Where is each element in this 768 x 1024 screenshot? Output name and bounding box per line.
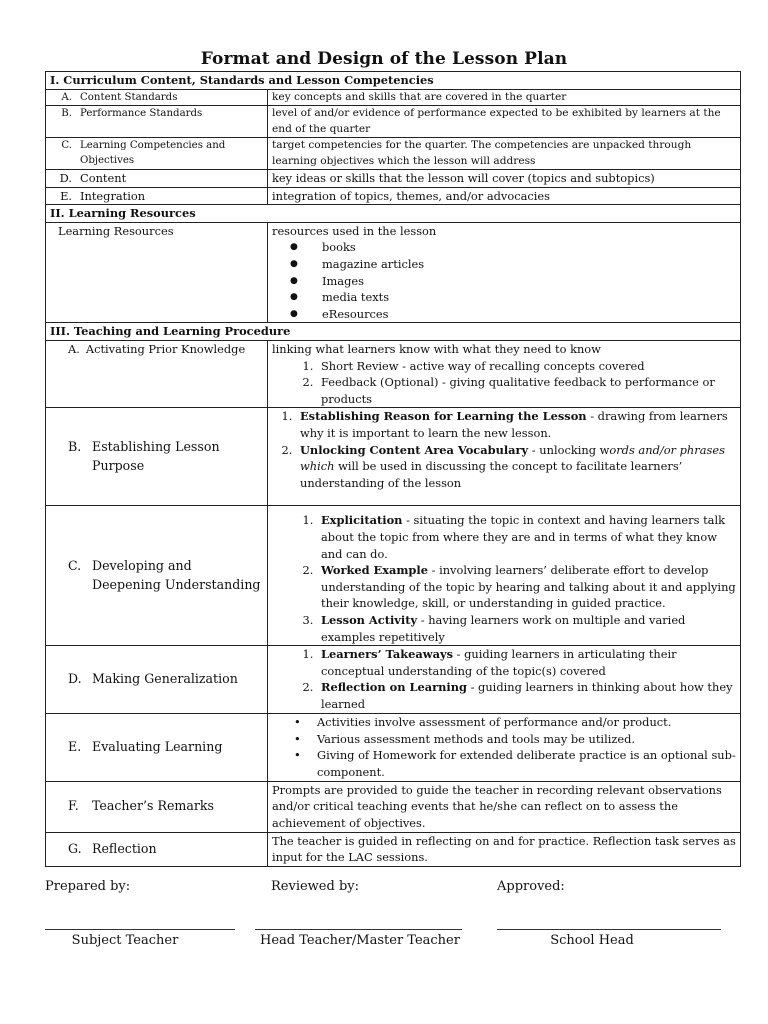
- row-description: key ideas or skills that the lesson will cover (topics and subtopics): [268, 170, 741, 188]
- row-description: integration of topics, themes, and/or advocacies: [268, 187, 741, 205]
- head-teacher-label: Head Teacher/Master Teacher: [260, 933, 460, 948]
- row-label: C. Learning Competencies and Objectives: [46, 138, 268, 170]
- row-label: E. Evaluating Learning: [46, 714, 268, 781]
- row-description: linking what learners know with what they need to know 1. Short Review - active way of recalling concepts covered 2. Feedback (Optional) - giving qualitative feedback to performance or products: [268, 341, 741, 408]
- signature-line: [255, 929, 462, 930]
- row-description: The teacher is guided in reflecting on and for practice. Reflection task serves as input for the LAC sessions.: [268, 832, 741, 866]
- row-label: Learning Resources: [46, 222, 268, 323]
- list-item: • Various assessment methods and tools may be utilized.: [317, 731, 736, 748]
- row-label: C. Developing and Deepening Understanding: [46, 506, 268, 646]
- list-item: ● books: [322, 239, 736, 256]
- row-label: A. Content Standards: [46, 89, 268, 106]
- list-item: 2. Reflection on Learning - guiding learners in thinking about how they learned: [317, 679, 736, 712]
- list-item: 1. Short Review - active way of recalling concepts covered: [317, 358, 736, 375]
- prepared-by-label: Prepared by:: [45, 879, 131, 894]
- row-label: D. Making Generalization: [46, 646, 268, 714]
- list-item: 2. Feedback (Optional) - giving qualitative feedback to performance or products: [317, 374, 736, 407]
- list-item: 2. Worked Example - involving learners’ deliberate effort to develop understanding of the topic by hearing and talking about it and applying their knowledge, skill, or understanding in guided practice.: [317, 562, 736, 612]
- section-2-heading: II. Learning Resources: [46, 205, 741, 223]
- table-row: [46, 781, 741, 832]
- list-item: ● Images: [322, 273, 736, 290]
- row-label: A. Activating Prior Knowledge: [46, 341, 268, 408]
- row-description: [268, 222, 741, 323]
- list-item: • Activities involve assessment of performance and/or product.: [317, 714, 736, 731]
- school-head-label: School Head: [550, 933, 634, 948]
- table-row: [46, 408, 741, 506]
- lesson-plan-table: [45, 71, 741, 867]
- row-label: B. Performance Standards: [46, 106, 268, 138]
- row-description: level of and/or evidence of performance expected to be exhibited by learners at the end of the quarter: [268, 106, 741, 138]
- table-row: [46, 832, 741, 866]
- reviewed-by-label: Reviewed by:: [271, 879, 359, 894]
- section-heading-row: [46, 72, 741, 90]
- table-row: [46, 106, 741, 138]
- row-description: Prompts are provided to guide the teacher in recording relevant observations and/or critical teaching events that he/she can reflect on to assess the achievement of objectives.: [268, 781, 741, 832]
- row-description: [268, 646, 741, 714]
- section-1-heading: I. Curriculum Content, Standards and Lesson Competencies: [46, 72, 741, 90]
- numbered-list: [272, 646, 736, 712]
- list-item: 2. Unlocking Content Area Vocabulary - unlocking words and/or phrases which will be used in discussing the concept to facilitate learners’ understanding of the lesson: [296, 442, 736, 492]
- document-title: Format and Design of the Lesson Plan: [200, 49, 568, 69]
- row-description: [268, 714, 741, 781]
- table-row: [46, 222, 741, 323]
- row-description: target competencies for the quarter. The competencies are unpacked through learning objectives which the lesson will address: [268, 138, 741, 170]
- list-item: 1. Establishing Reason for Learning the Lesson - drawing from learners why it is important to learn the new lesson.: [296, 408, 736, 441]
- row-description: key concepts and skills that are covered in the quarter: [268, 89, 741, 106]
- approved-label: Approved:: [497, 879, 565, 894]
- signature-line: [45, 929, 235, 930]
- resources-list: [272, 239, 736, 322]
- table-row: [46, 646, 741, 714]
- table-row: [46, 714, 741, 781]
- numbered-list: [272, 512, 736, 645]
- list-item: 1. Learners’ Takeaways - guiding learners in articulating their conceptual understanding of the topic(s) covered: [317, 646, 736, 679]
- table-row: [46, 89, 741, 106]
- table-row: [46, 187, 741, 205]
- row-description: [268, 408, 741, 506]
- row-label: B. Establishing Lesson Purpose: [46, 408, 268, 506]
- list-item: 1. Explicitation - situating the topic in context and having learners talk about the topic from where they are and in terms of what they know and can do.: [317, 512, 736, 562]
- list-item: ● media texts: [322, 289, 736, 306]
- list-item: ● magazine articles: [322, 256, 736, 273]
- table-row: [46, 170, 741, 188]
- numbered-list: [272, 358, 736, 408]
- resources-intro: resources used in the lesson: [272, 223, 437, 238]
- list-item: 3. Lesson Activity - having learners work on multiple and varied examples repetitively: [317, 612, 736, 645]
- row-label: F. Teacher’s Remarks: [46, 781, 268, 832]
- table-row: [46, 341, 741, 408]
- bullet-list: [272, 714, 736, 780]
- row-label: G. Reflection: [46, 832, 268, 866]
- numbered-list: [272, 408, 736, 491]
- row-description: [268, 506, 741, 646]
- signature-line: [497, 929, 721, 930]
- section-heading-row: [46, 205, 741, 223]
- list-item: ● eResources: [322, 306, 736, 323]
- subject-teacher-label: Subject Teacher: [71, 933, 179, 948]
- table-row: [46, 506, 741, 646]
- section-heading-row: [46, 323, 741, 341]
- row-label: E. Integration: [46, 187, 268, 205]
- section-3-heading: III. Teaching and Learning Procedure: [46, 323, 741, 341]
- row-label: D. Content: [46, 170, 268, 188]
- list-item: • Giving of Homework for extended deliberate practice is an optional sub-component.: [317, 747, 736, 780]
- table-row: [46, 138, 741, 170]
